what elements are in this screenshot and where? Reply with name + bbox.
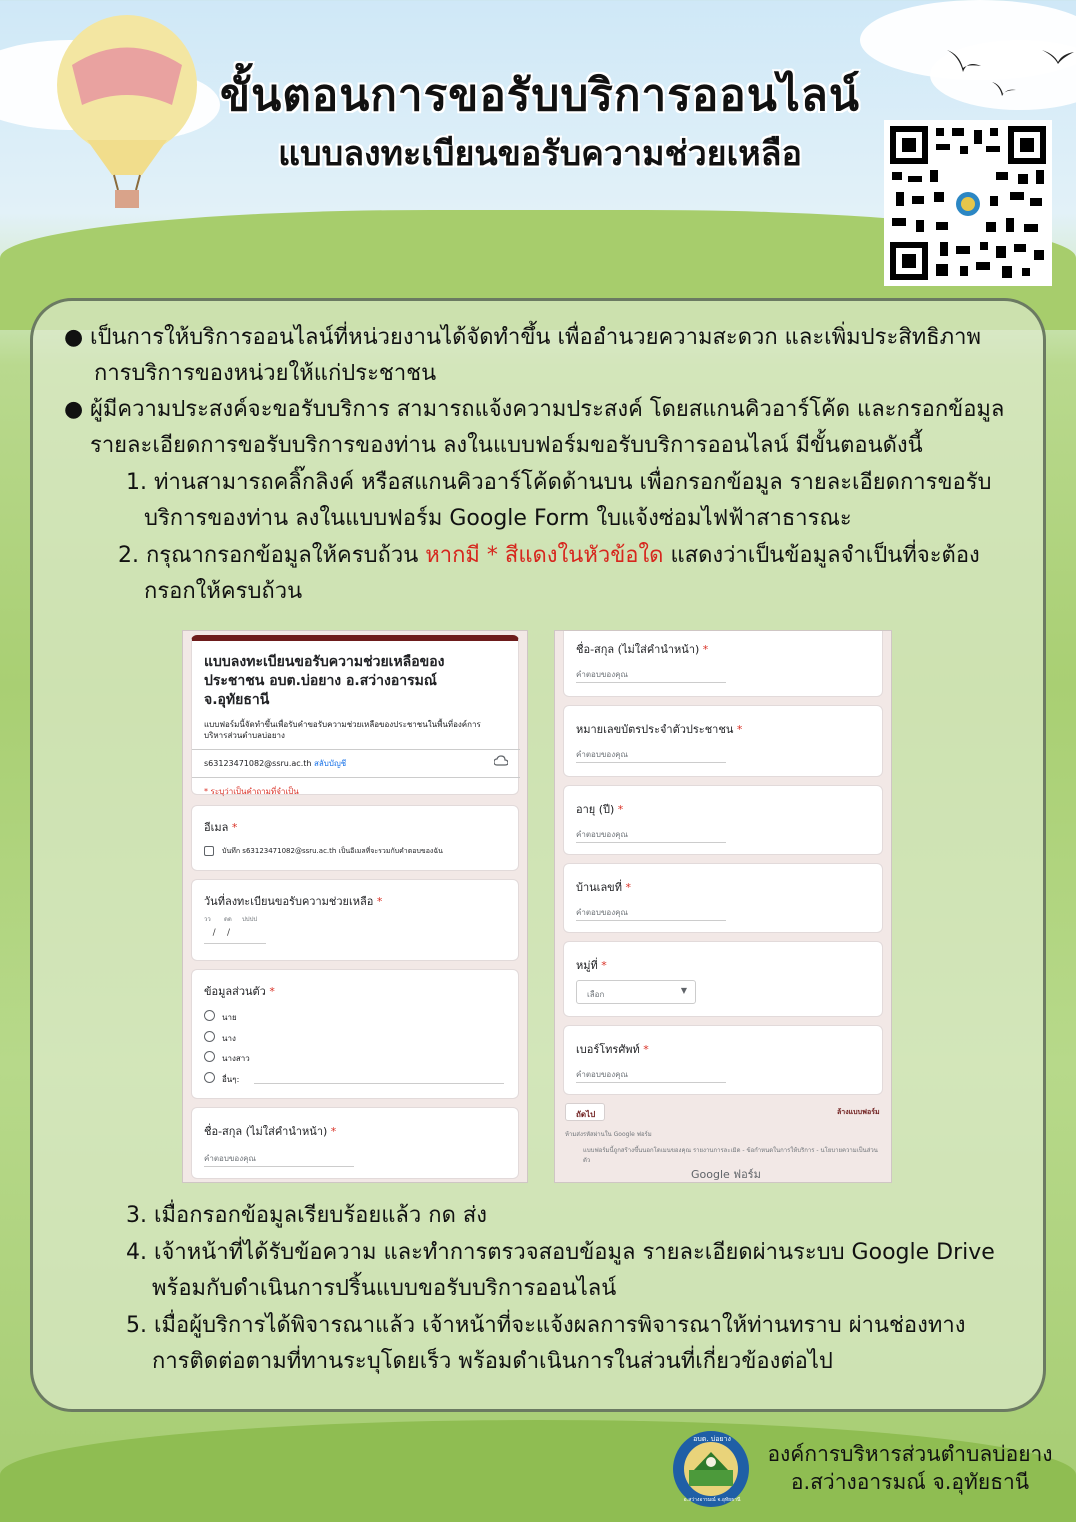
- moo-select[interactable]: [576, 980, 696, 1004]
- radio-option-miss[interactable]: [204, 1051, 215, 1062]
- date-input[interactable]: / /: [204, 928, 266, 944]
- question-text: อายุ (ปี): [576, 803, 615, 816]
- question-label: ชื่อ-สกุล (ไม่ใส่คำนำหน้า) *: [204, 1125, 337, 1138]
- input-underline: [576, 762, 726, 763]
- radio-option-mrs[interactable]: [204, 1031, 215, 1042]
- answer-input[interactable]: คำตอบของคุณ: [576, 1070, 628, 1079]
- seal-text-top: อบต. บ่อยาง: [693, 1435, 731, 1443]
- question-label: หมู่ที่ *: [576, 959, 607, 972]
- intro-bullet: [64, 392, 1030, 464]
- org-address-line: อ.สว่างอารมณ์ จ.อุทัยธานี: [790, 1470, 1030, 1494]
- question-name: [191, 1107, 519, 1179]
- question-moo: [563, 941, 883, 1017]
- google-forms-logo: Google ฟอร์ม: [691, 1168, 761, 1181]
- question-text: หมายเลขบัตรประจำตัวประชาชน: [576, 723, 734, 736]
- step-4: [126, 1235, 1036, 1307]
- intro-bullet: [64, 320, 1020, 392]
- question-label: ข้อมูลส่วนตัว *: [204, 985, 275, 998]
- account-email: s63123471082@ssru.ac.th: [204, 759, 312, 768]
- question-text: เบอร์โทรศัพท์: [576, 1043, 640, 1056]
- divider: [192, 749, 520, 750]
- input-underline: [576, 1082, 726, 1083]
- date-day-label: วว: [204, 916, 211, 923]
- answer-input[interactable]: คำตอบของคุณ: [576, 670, 628, 679]
- question-label: บ้านเลขที่ *: [576, 881, 631, 894]
- question-text: หมู่ที่: [576, 959, 598, 972]
- date-year-label: ปปปป: [242, 916, 258, 923]
- step-text: 5. เมื่อผู้บริการได้พิจารณาแล้ว เจ้าหน้าที่จะแจ้งผลการพิจารณาให้ท่านทราบ ผ่านช่องทาง: [126, 1313, 966, 1338]
- question-label: วันที่ลงทะเบียนขอรับความช่วยเหลือ *: [204, 895, 383, 908]
- bullet-text: เป็นการให้บริการออนไลน์ที่หน่วยงานได้จัดทำขึ้น เพื่ออำนวยความสะดวก และเพิ่มประสิทธิภาพ: [90, 325, 981, 350]
- answer-input[interactable]: คำตอบของคุณ: [576, 908, 628, 917]
- select-value: เลือก: [587, 990, 605, 999]
- question-text: ข้อมูลส่วนตัว: [204, 985, 266, 998]
- bird-icon: [990, 78, 1018, 102]
- question-label: อีเมล *: [204, 821, 238, 834]
- question-personal: [191, 969, 519, 1099]
- question-text: บ้านเลขที่: [576, 881, 622, 894]
- question-label: เบอร์โทรศัพท์ *: [576, 1043, 649, 1056]
- radio-option-other[interactable]: [204, 1072, 215, 1083]
- step-text: บริการของท่าน ลงในแบบฟอร์ม Google Form ใบแจ้งซ่อมไฟฟ้าสาธารณะ: [144, 506, 852, 531]
- question-id-number: [563, 705, 883, 777]
- seal-text-bottom: อ.สว่างอารมณ์ จ.อุทัยธานี: [683, 1497, 741, 1503]
- radio-option-mr[interactable]: [204, 1010, 215, 1021]
- required-note: * ระบุว่าเป็นคำถามที่จำเป็น: [204, 787, 299, 796]
- step-text: 4. เจ้าหน้าที่ได้รับข้อความ และทำการตรวจสอบข้อมูล รายละเอียดผ่านระบบ Google Drive: [126, 1240, 995, 1265]
- form-header-card: [191, 635, 519, 795]
- chevron-down-icon: ▼: [680, 986, 687, 995]
- form-screenshot-right: [554, 630, 892, 1183]
- date-month-label: ดด: [224, 916, 232, 923]
- bullet-dot-icon: ●: [64, 397, 84, 422]
- answer-input[interactable]: คำตอบของคุณ: [204, 1154, 256, 1163]
- bird-icon: [1040, 44, 1076, 68]
- step-text: 2. กรุณากรอกข้อมูลให้ครบถ้วน: [118, 543, 426, 568]
- step-text: พร้อมกับดำเนินการปริ้นแบบขอรับบริการออนไลน์: [152, 1276, 617, 1301]
- bullet-text: การบริการของหน่วยให้แก่ประชาชน: [94, 361, 437, 386]
- input-underline: [576, 920, 726, 921]
- question-text: อีเมล: [204, 821, 229, 834]
- bird-icon: [945, 42, 985, 82]
- answer-input[interactable]: คำตอบของคุณ: [576, 750, 628, 759]
- question-label: อายุ (ปี) *: [576, 803, 624, 816]
- radio-label: นาย: [222, 1013, 237, 1022]
- step-3: [126, 1198, 1026, 1234]
- step-text: 3. เมื่อกรอกข้อมูลเรียบร้อยแล้ว กด ส่ง: [126, 1203, 488, 1228]
- input-underline: [576, 682, 726, 683]
- radio-label: นาง: [222, 1034, 236, 1043]
- button-label: ถัดไป: [576, 1110, 596, 1119]
- next-button[interactable]: [565, 1103, 605, 1121]
- step-1: [126, 465, 1026, 537]
- step-text: การติดต่อตามที่ทานระบุโดยเร็ว พร้อมดำเนินการในส่วนที่เกี่ยวข้องต่อไป: [152, 1349, 833, 1374]
- question-date: [191, 879, 519, 961]
- divider: [192, 777, 520, 778]
- clear-form-link[interactable]: ล้างแบบฟอร์ม: [837, 1108, 880, 1116]
- question-email: [191, 805, 519, 871]
- email-checkbox[interactable]: [204, 846, 214, 856]
- radio-label: นางสาว: [222, 1054, 250, 1063]
- radio-label: อื่นๆ:: [222, 1075, 240, 1084]
- question-text: วันที่ลงทะเบียนขอรับความช่วยเหลือ: [204, 895, 374, 908]
- step-5: [126, 1308, 1036, 1380]
- step-text: 1. ท่านสามารถคลิ๊กลิงค์ หรือสแกนคิวอาร์โค้ดด้านบน เพื่อกรอกข้อมูล รายละเอียดการขอรับ: [126, 470, 992, 495]
- question-house-number: [563, 863, 883, 933]
- page-subtitle: แบบลงทะเบียนขอรับความช่วยเหลือ: [278, 134, 802, 174]
- question-phone: [563, 1025, 883, 1095]
- bullet-dot-icon: ●: [64, 325, 84, 350]
- question-age: [563, 785, 883, 855]
- step-text: กรอกให้ครบถ้วน: [144, 579, 303, 604]
- qr-code-icon: [890, 126, 1046, 280]
- question-text: ชื่อ-สกุล (ไม่ใส่คำนำหน้า): [576, 643, 700, 656]
- qr-code[interactable]: [884, 120, 1052, 286]
- form-description: แบบฟอร์มนี้จัดทำขึ้นเพื่อรับคำขอรับความช่วยเหลือของประชาชนในพื้นที่องค์การบริหารส่วนตำบลบ่อยาง: [204, 720, 481, 740]
- checkbox-label: บันทึก s63123471082@ssru.ac.th เป็นอีเมลที่จะรวมกับคำตอบของฉัน: [222, 847, 443, 855]
- page-title: ขั้นตอนการขอรับบริการออนไลน์: [220, 70, 860, 121]
- question-text: ชื่อ-สกุล (ไม่ใส่คำนำหน้า): [204, 1125, 328, 1138]
- cloud-saved-icon: [494, 755, 508, 767]
- org-name-line: องค์การบริหารส่วนตำบลบ่อยาง: [767, 1442, 1053, 1466]
- step-text: แสดงว่าเป็นข้อมูลจำเป็นที่จะต้อง: [663, 543, 980, 568]
- input-underline: [204, 1166, 354, 1167]
- answer-input[interactable]: คำตอบของคุณ: [576, 830, 628, 839]
- switch-account-link[interactable]: สลับบัญชี: [314, 759, 347, 768]
- input-underline: [576, 842, 726, 843]
- question-name: [563, 630, 883, 697]
- step-2: [118, 538, 1028, 610]
- organization-name: [752, 1440, 1068, 1496]
- step-text: [118, 538, 1028, 574]
- form-footer-note: แบบฟอร์มนี้ถูกสร้างขึ้นนอกโดเมนของคุณ รายงานการละเมิด - ข้อกำหนดในการให้บริการ - นโยบายความเป็นส่วนตัว: [583, 1147, 878, 1164]
- password-warning: ห้ามส่งรหัสผ่านใน Google ฟอร์ม: [565, 1131, 652, 1138]
- question-label: หมายเลขบัตรประจำตัวประชาชน *: [576, 723, 743, 736]
- account-row: [204, 757, 346, 770]
- form-screenshot-left: [182, 630, 528, 1183]
- other-input[interactable]: [254, 1083, 504, 1084]
- question-label: ชื่อ-สกุล (ไม่ใส่คำนำหน้า) *: [576, 643, 709, 656]
- form-title: แบบลงทะเบียนขอรับความช่วยเหลือของ ประชาชน อบต.บ่อยาง อ.สว่างอารมณ์ จ.อุทัยธานี: [204, 654, 445, 708]
- bullet-text: รายละเอียดการขอรับบริการของท่าน ลงในแบบฟอร์มขอรับบริการออนไลน์ มีขั้นตอนดังนี้: [90, 433, 923, 458]
- required-highlight: หากมี * สีแดงในหัวข้อใด: [425, 543, 664, 568]
- bullet-text: ผู้มีความประสงค์จะขอรับบริการ สามารถแจ้งความประสงค์ โดยสแกนคิวอาร์โค้ด และกรอกข้อมูล: [90, 397, 1005, 422]
